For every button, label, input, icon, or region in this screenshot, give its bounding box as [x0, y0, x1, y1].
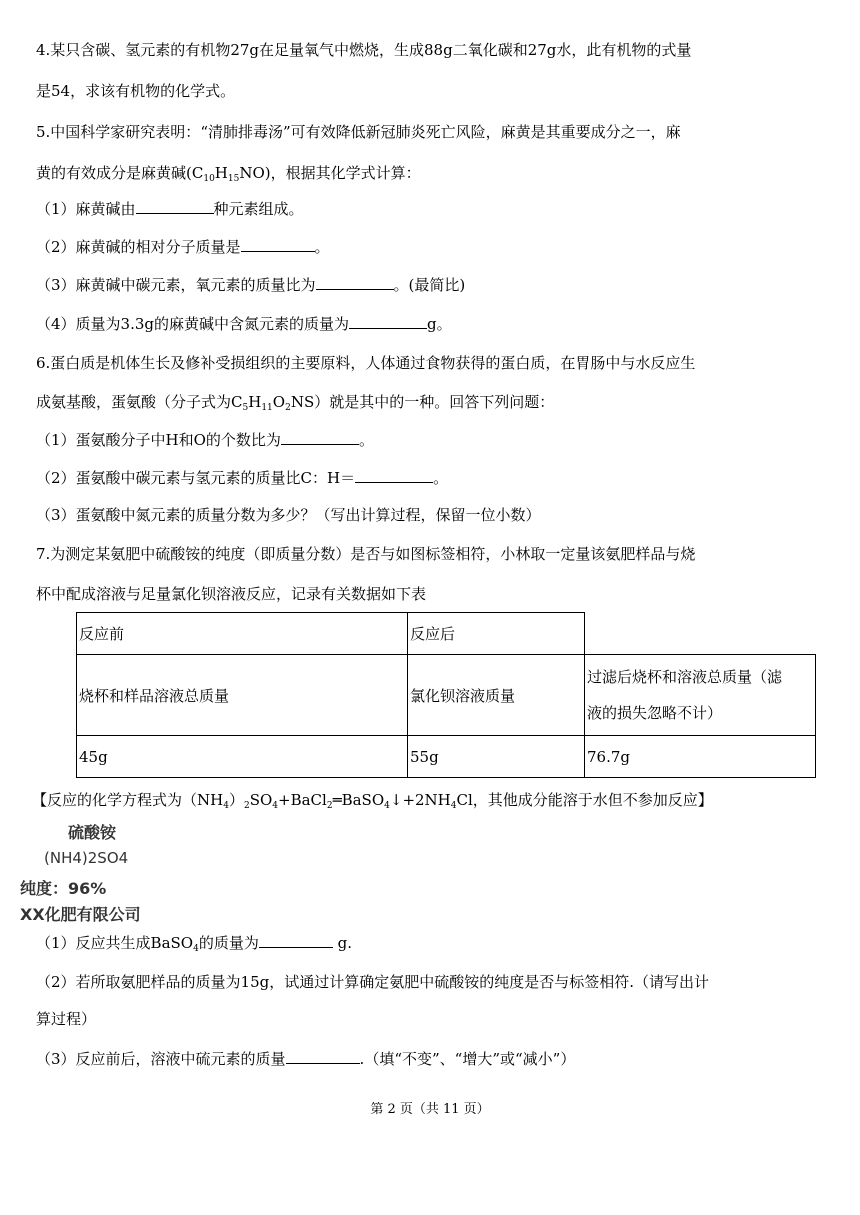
q5-subscript: 10 — [203, 174, 215, 184]
q5-sub-1-text: 种元素组成。 — [213, 200, 304, 218]
equation-text: ） — [228, 791, 244, 809]
equation-text: ═BaSO — [332, 791, 385, 809]
table-cell: 45g — [77, 736, 408, 778]
q5-sub-3-text: 。(最简比) — [393, 276, 466, 294]
table-row — [77, 736, 816, 778]
q7-sub-2-line-2: 算过程） — [36, 1010, 97, 1028]
q6-sub-2-text: 。 — [433, 469, 449, 487]
equation-subscript: 2 — [326, 801, 333, 811]
q5-sub-3-text: （3）麻黄碱中碳元素，氧元素的质量比为 — [36, 276, 316, 294]
q6-sub-1-text: 。 — [358, 431, 374, 449]
q5-sub-3 — [36, 274, 465, 295]
table-cell: 55g — [408, 736, 585, 778]
q5-text: 黄的有效成分是麻黄碱(C — [36, 164, 204, 182]
answer-blank[interactable] — [316, 274, 394, 290]
q7-sub-1-text: （1）反应共生成BaSO — [36, 934, 194, 952]
q5-sub-4-text: （4）质量为3.3g的麻黄碱中含氮元素的质量为 — [36, 315, 350, 333]
q4-line-2: 是54，求该有机物的化学式。 — [36, 82, 236, 100]
table-cell-text: 液的损失忽略不计） — [587, 704, 723, 722]
q7-sub-3-text: .（填“不变”、“增大”或“减小”） — [359, 1050, 576, 1068]
answer-blank[interactable] — [241, 236, 315, 252]
equation-subscript: 4 — [450, 801, 457, 811]
table-cell: 反应后 — [408, 613, 585, 655]
q7-subscript: 4 — [193, 944, 199, 954]
equation-subscript: 4 — [384, 801, 390, 811]
page-footer: 第 2 页（共 11 页） — [370, 1102, 490, 1117]
label-purity: 纯度：96% — [20, 879, 107, 898]
q5-sub-4-text: g。 — [427, 315, 452, 333]
table-cell: 氯化钡溶液质量 — [408, 655, 585, 736]
equation-subscript: 4 — [272, 801, 279, 811]
q6-subscript: 2 — [285, 403, 291, 413]
q6-text: O — [272, 393, 286, 411]
q6-sub-2 — [36, 467, 448, 488]
q7-line-1: 7.为测定某氨肥中硫酸铵的纯度（即质量分数）是否与如图标签相符，小林取一定量该氨肥样品与烧 — [36, 545, 696, 563]
table-cell-text: 过滤后烧杯和溶液总质量（滤 — [587, 668, 783, 686]
q7-sub-3 — [36, 1048, 575, 1069]
q6-sub-1 — [36, 429, 374, 450]
answer-blank[interactable] — [355, 467, 433, 483]
q6-subscript: 5 — [242, 403, 249, 413]
q5-sub-4 — [36, 313, 452, 334]
q7-sub-1-text: 的质量为 — [198, 934, 259, 952]
q6-sub-1-text: （1）蛋氨酸分子中H和O的个数比为 — [36, 431, 281, 449]
q5-text: H — [214, 164, 228, 182]
equation-text: 【反应的化学方程式为（NH — [32, 791, 224, 809]
q5-sub-2-text: （2）麻黄碱的相对分子质量是 — [36, 238, 241, 256]
label-company: XX化肥有限公司 — [20, 905, 141, 924]
q5-sub-1 — [36, 198, 304, 219]
q5-text: NO)，根据其化学式计算： — [239, 164, 421, 182]
q6-line-2 — [36, 392, 554, 412]
answer-blank[interactable] — [259, 932, 333, 948]
table-cell: 反应前 — [77, 613, 408, 655]
q6-sub-3: （3）蛋氨酸中氮元素的质量分数为多少？（写出计算过程，保留一位小数） — [36, 506, 541, 524]
label-formula: (NH4)2SO4 — [44, 849, 129, 867]
equation-text: SO — [249, 791, 273, 809]
table-cell — [585, 613, 816, 655]
data-table — [76, 612, 816, 778]
q5-subscript: 15 — [227, 174, 240, 184]
equation-text: ↓+2NH — [389, 791, 451, 809]
q7-line-2: 杯中配成溶液与足量氯化钡溶液反应，记录有关数据如下表 — [36, 585, 427, 603]
table-cell: 76.7g — [585, 736, 816, 778]
q6-sub-2-text: （2）蛋氨酸中碳元素与氢元素的质量比C：H＝ — [36, 469, 356, 487]
q7-sub-3-text: （3）反应前后，溶液中硫元素的质量 — [36, 1050, 286, 1068]
q6-line-1: 6.蛋白质是机体生长及修补受损组织的主要原料，人体通过食物获得的蛋白质，在胃肠中与水反应生 — [36, 354, 696, 372]
table-cell — [585, 655, 816, 736]
label-name: 硫酸铵 — [68, 823, 117, 842]
equation-text: +BaCl — [278, 791, 327, 809]
q7-equation — [32, 790, 713, 810]
q5-sub-1-text: （1）麻黄碱由 — [36, 200, 136, 218]
q6-text: NS）就是其中的一种。回答下列问题： — [290, 393, 555, 411]
q7-sub-1 — [36, 932, 352, 953]
q5-sub-2-text: 。 — [314, 238, 330, 256]
q7-sub-2-line-1: （2）若所取氨肥样品的质量为15g，试通过计算确定氨肥中硫酸铵的纯度是否与标签相符.（请写出计 — [36, 973, 710, 991]
answer-blank[interactable] — [286, 1048, 360, 1064]
q5-sub-2 — [36, 236, 330, 257]
table-row — [77, 613, 816, 655]
equation-subscript: 4 — [223, 801, 229, 811]
equation-subscript: 2 — [243, 801, 250, 811]
q5-line-1: 5.中国科学家研究表明：“清肺排毒汤”可有效降低新冠肺炎死亡风险，麻黄是其重要成分之一，麻 — [36, 123, 681, 141]
answer-blank[interactable] — [136, 198, 214, 214]
answer-blank[interactable] — [349, 313, 427, 329]
q6-text: 成氨基酸，蛋氨酸（分子式为C — [36, 393, 243, 411]
q5-line-2 — [36, 163, 421, 183]
table-row — [77, 655, 816, 736]
equation-text: Cl，其他成分能溶于水但不参加反应】 — [456, 791, 713, 809]
answer-blank[interactable] — [281, 429, 359, 445]
table-cell: 烧杯和样品溶液总质量 — [77, 655, 408, 736]
q7-sub-1-text: g. — [332, 934, 352, 952]
q4-line-1: 4.某只含碳、氢元素的有机物27g在足量氧气中燃烧，生成88g二氧化碳和27g水，此有机物的式量 — [36, 41, 692, 59]
q6-text: H — [248, 393, 262, 411]
q6-subscript: 11 — [261, 403, 273, 413]
